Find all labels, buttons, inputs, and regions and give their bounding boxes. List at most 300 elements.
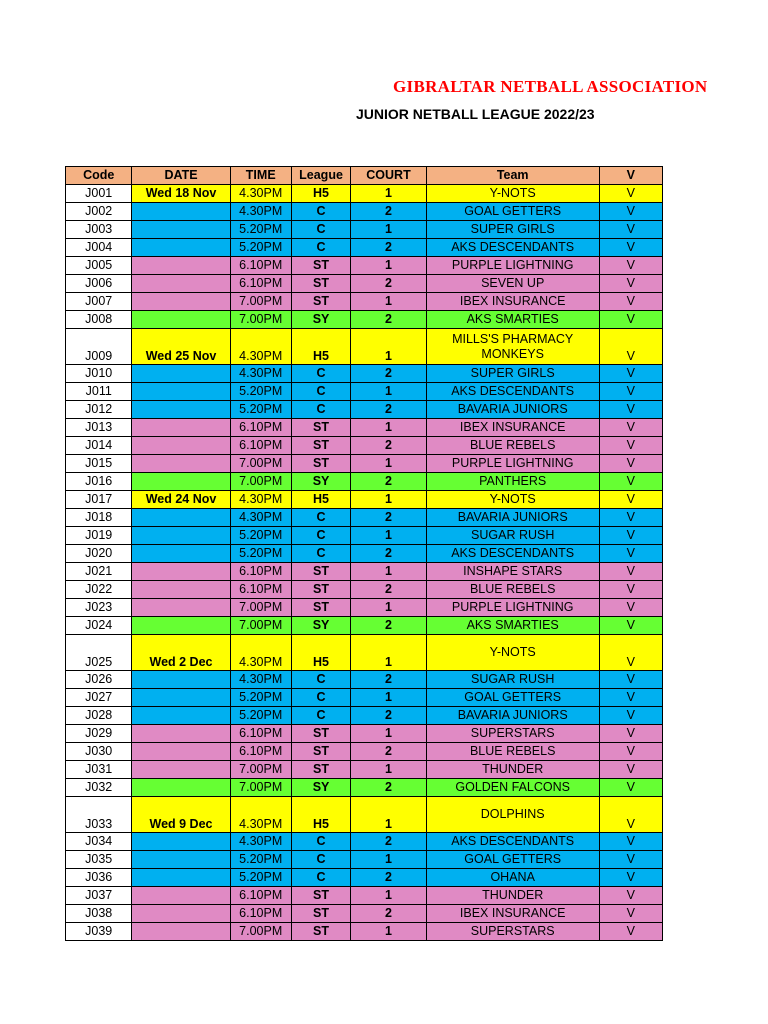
- cell-time: 5.20PM: [230, 689, 291, 707]
- cell-code: J039: [66, 923, 132, 941]
- cell-v: V: [599, 707, 662, 725]
- table-row: [66, 257, 663, 275]
- cell-code: J016: [66, 473, 132, 491]
- cell-league: H5: [291, 635, 350, 671]
- cell-court: 2: [351, 779, 427, 797]
- cell-date: [132, 239, 230, 257]
- cell-team: GOAL GETTERS: [426, 689, 599, 707]
- cell-team: DOLPHINS: [426, 797, 599, 833]
- cell-v: V: [599, 851, 662, 869]
- cell-time: 4.30PM: [230, 329, 291, 365]
- table-row: [66, 635, 663, 671]
- cell-code: J006: [66, 275, 132, 293]
- cell-date: [132, 419, 230, 437]
- cell-court: 1: [351, 725, 427, 743]
- cell-v: V: [599, 779, 662, 797]
- cell-v: V: [599, 383, 662, 401]
- cell-date: [132, 599, 230, 617]
- cell-time: 4.30PM: [230, 365, 291, 383]
- cell-court: 1: [351, 599, 427, 617]
- cell-league: C: [291, 689, 350, 707]
- cell-court: 1: [351, 761, 427, 779]
- cell-court: 2: [351, 203, 427, 221]
- cell-time: 4.30PM: [230, 491, 291, 509]
- cell-court: 2: [351, 545, 427, 563]
- cell-league: ST: [291, 725, 350, 743]
- table-row: [66, 275, 663, 293]
- fixtures-body: [66, 185, 663, 941]
- cell-team: GOAL GETTERS: [426, 851, 599, 869]
- cell-v: V: [599, 455, 662, 473]
- cell-date: [132, 887, 230, 905]
- cell-time: 5.20PM: [230, 869, 291, 887]
- cell-team: BLUE REBELS: [426, 581, 599, 599]
- table-row: [66, 491, 663, 509]
- cell-v: V: [599, 617, 662, 635]
- cell-v: V: [599, 185, 662, 203]
- cell-code: J004: [66, 239, 132, 257]
- cell-v: V: [599, 293, 662, 311]
- cell-league: SY: [291, 779, 350, 797]
- cell-time: 4.30PM: [230, 833, 291, 851]
- cell-team: IBEX INSURANCE: [426, 419, 599, 437]
- cell-v: V: [599, 599, 662, 617]
- cell-league: ST: [291, 419, 350, 437]
- header-time: TIME: [230, 167, 291, 185]
- cell-team: Y-NOTS: [426, 635, 599, 671]
- cell-code: J019: [66, 527, 132, 545]
- cell-time: 5.20PM: [230, 221, 291, 239]
- cell-league: C: [291, 221, 350, 239]
- table-row: [66, 707, 663, 725]
- cell-league: ST: [291, 293, 350, 311]
- cell-time: 7.00PM: [230, 473, 291, 491]
- cell-team: IBEX INSURANCE: [426, 905, 599, 923]
- cell-team: AKS SMARTIES: [426, 617, 599, 635]
- cell-league: ST: [291, 563, 350, 581]
- table-row: [66, 563, 663, 581]
- cell-league: C: [291, 851, 350, 869]
- cell-code: J014: [66, 437, 132, 455]
- cell-league: C: [291, 365, 350, 383]
- cell-code: J015: [66, 455, 132, 473]
- cell-v: V: [599, 401, 662, 419]
- cell-league: C: [291, 671, 350, 689]
- cell-league: C: [291, 239, 350, 257]
- cell-v: V: [599, 797, 662, 833]
- table-row: [66, 743, 663, 761]
- header-date: DATE: [132, 167, 230, 185]
- cell-court: 1: [351, 527, 427, 545]
- cell-v: V: [599, 689, 662, 707]
- table-row: [66, 833, 663, 851]
- cell-court: 2: [351, 581, 427, 599]
- cell-team: AKS DESCENDANTS: [426, 383, 599, 401]
- cell-code: J032: [66, 779, 132, 797]
- cell-date: [132, 221, 230, 239]
- cell-court: 2: [351, 707, 427, 725]
- cell-v: V: [599, 671, 662, 689]
- table-row: [66, 761, 663, 779]
- cell-code: J017: [66, 491, 132, 509]
- cell-date: Wed 25 Nov: [132, 329, 230, 365]
- cell-team: Y-NOTS: [426, 491, 599, 509]
- table-row: [66, 905, 663, 923]
- cell-code: J005: [66, 257, 132, 275]
- cell-league: H5: [291, 491, 350, 509]
- cell-code: J021: [66, 563, 132, 581]
- cell-league: C: [291, 527, 350, 545]
- cell-code: J018: [66, 509, 132, 527]
- table-row: [66, 239, 663, 257]
- table-row: [66, 329, 663, 365]
- cell-time: 6.10PM: [230, 887, 291, 905]
- cell-v: V: [599, 869, 662, 887]
- cell-v: V: [599, 923, 662, 941]
- cell-time: 7.00PM: [230, 923, 291, 941]
- cell-court: 2: [351, 743, 427, 761]
- cell-league: C: [291, 833, 350, 851]
- cell-v: V: [599, 527, 662, 545]
- header-v: V: [599, 167, 662, 185]
- cell-date: [132, 743, 230, 761]
- cell-date: [132, 257, 230, 275]
- cell-team: SUGAR RUSH: [426, 671, 599, 689]
- cell-time: 7.00PM: [230, 599, 291, 617]
- cell-league: H5: [291, 185, 350, 203]
- table-row: [66, 203, 663, 221]
- table-row: [66, 797, 663, 833]
- cell-code: J033: [66, 797, 132, 833]
- cell-league: ST: [291, 599, 350, 617]
- cell-date: [132, 905, 230, 923]
- cell-court: 2: [351, 869, 427, 887]
- cell-time: 4.30PM: [230, 635, 291, 671]
- cell-court: 1: [351, 185, 427, 203]
- cell-v: V: [599, 491, 662, 509]
- cell-v: V: [599, 833, 662, 851]
- cell-team: THUNDER: [426, 887, 599, 905]
- cell-date: [132, 761, 230, 779]
- table-row: [66, 923, 663, 941]
- cell-v: V: [599, 635, 662, 671]
- cell-court: 2: [351, 473, 427, 491]
- cell-team: THUNDER: [426, 761, 599, 779]
- cell-code: J007: [66, 293, 132, 311]
- cell-court: 2: [351, 905, 427, 923]
- cell-court: 1: [351, 635, 427, 671]
- cell-court: 2: [351, 833, 427, 851]
- cell-court: 1: [351, 923, 427, 941]
- cell-court: 1: [351, 257, 427, 275]
- cell-code: J009: [66, 329, 132, 365]
- cell-v: V: [599, 239, 662, 257]
- cell-date: [132, 311, 230, 329]
- cell-league: SY: [291, 473, 350, 491]
- cell-time: 6.10PM: [230, 437, 291, 455]
- cell-league: C: [291, 869, 350, 887]
- cell-code: J030: [66, 743, 132, 761]
- table-row: [66, 617, 663, 635]
- cell-code: J002: [66, 203, 132, 221]
- cell-court: 1: [351, 887, 427, 905]
- table-row: [66, 401, 663, 419]
- table-row: [66, 419, 663, 437]
- cell-court: 2: [351, 401, 427, 419]
- table-row: [66, 851, 663, 869]
- cell-date: [132, 545, 230, 563]
- cell-team: PURPLE LIGHTNING: [426, 257, 599, 275]
- cell-v: V: [599, 761, 662, 779]
- cell-code: J001: [66, 185, 132, 203]
- document-title: GIBRALTAR NETBALL ASSOCIATION: [393, 77, 708, 96]
- cell-court: 1: [351, 491, 427, 509]
- table-row: [66, 545, 663, 563]
- cell-time: 4.30PM: [230, 185, 291, 203]
- cell-time: 4.30PM: [230, 509, 291, 527]
- table-row: [66, 725, 663, 743]
- cell-v: V: [599, 275, 662, 293]
- cell-court: 2: [351, 509, 427, 527]
- cell-code: J012: [66, 401, 132, 419]
- cell-team: GOLDEN FALCONS: [426, 779, 599, 797]
- cell-team: BAVARIA JUNIORS: [426, 509, 599, 527]
- cell-time: 6.10PM: [230, 725, 291, 743]
- table-row: [66, 509, 663, 527]
- cell-court: 1: [351, 329, 427, 365]
- cell-date: Wed 2 Dec: [132, 635, 230, 671]
- table-row: [66, 365, 663, 383]
- header-league: League: [291, 167, 350, 185]
- cell-court: 1: [351, 455, 427, 473]
- cell-date: Wed 9 Dec: [132, 797, 230, 833]
- cell-league: ST: [291, 905, 350, 923]
- cell-league: C: [291, 401, 350, 419]
- cell-date: [132, 707, 230, 725]
- cell-time: 7.00PM: [230, 779, 291, 797]
- cell-v: V: [599, 905, 662, 923]
- table-row: [66, 599, 663, 617]
- cell-time: 6.10PM: [230, 743, 291, 761]
- cell-v: V: [599, 419, 662, 437]
- cell-date: [132, 923, 230, 941]
- cell-league: H5: [291, 797, 350, 833]
- cell-v: V: [599, 203, 662, 221]
- cell-v: V: [599, 887, 662, 905]
- cell-v: V: [599, 725, 662, 743]
- cell-team: PANTHERS: [426, 473, 599, 491]
- table-row: [66, 221, 663, 239]
- table-row: [66, 689, 663, 707]
- cell-league: ST: [291, 761, 350, 779]
- cell-code: J008: [66, 311, 132, 329]
- table-row: [66, 311, 663, 329]
- cell-league: ST: [291, 437, 350, 455]
- cell-v: V: [599, 257, 662, 275]
- header-team: Team: [426, 167, 599, 185]
- cell-time: 5.20PM: [230, 239, 291, 257]
- cell-code: J025: [66, 635, 132, 671]
- cell-code: J027: [66, 689, 132, 707]
- cell-team: IBEX INSURANCE: [426, 293, 599, 311]
- cell-time: 6.10PM: [230, 275, 291, 293]
- table-row: [66, 581, 663, 599]
- cell-date: [132, 275, 230, 293]
- cell-date: [132, 365, 230, 383]
- cell-time: 5.20PM: [230, 707, 291, 725]
- cell-code: J023: [66, 599, 132, 617]
- cell-court: 2: [351, 275, 427, 293]
- cell-time: 6.10PM: [230, 419, 291, 437]
- cell-team: GOAL GETTERS: [426, 203, 599, 221]
- cell-time: 4.30PM: [230, 797, 291, 833]
- cell-v: V: [599, 545, 662, 563]
- cell-team: AKS DESCENDANTS: [426, 239, 599, 257]
- cell-date: [132, 509, 230, 527]
- cell-date: [132, 779, 230, 797]
- cell-team: BAVARIA JUNIORS: [426, 707, 599, 725]
- header-code: Code: [66, 167, 132, 185]
- cell-team: AKS DESCENDANTS: [426, 833, 599, 851]
- cell-court: 2: [351, 617, 427, 635]
- cell-team: MILLS'S PHARMACY MONKEYS: [426, 329, 599, 365]
- cell-v: V: [599, 311, 662, 329]
- cell-date: [132, 437, 230, 455]
- cell-team: PURPLE LIGHTNING: [426, 455, 599, 473]
- cell-team: Y-NOTS: [426, 185, 599, 203]
- cell-court: 2: [351, 437, 427, 455]
- header-court: COURT: [351, 167, 427, 185]
- cell-time: 5.20PM: [230, 527, 291, 545]
- cell-v: V: [599, 329, 662, 365]
- table-row: [66, 527, 663, 545]
- cell-league: H5: [291, 329, 350, 365]
- cell-league: ST: [291, 257, 350, 275]
- cell-court: 1: [351, 383, 427, 401]
- cell-v: V: [599, 743, 662, 761]
- cell-date: [132, 725, 230, 743]
- cell-code: J035: [66, 851, 132, 869]
- cell-code: J026: [66, 671, 132, 689]
- cell-court: 1: [351, 221, 427, 239]
- cell-time: 6.10PM: [230, 563, 291, 581]
- cell-code: J036: [66, 869, 132, 887]
- cell-team: SUPERSTARS: [426, 923, 599, 941]
- cell-code: J034: [66, 833, 132, 851]
- cell-league: C: [291, 545, 350, 563]
- cell-date: [132, 203, 230, 221]
- cell-team: SUPER GIRLS: [426, 365, 599, 383]
- cell-court: 2: [351, 311, 427, 329]
- cell-league: C: [291, 707, 350, 725]
- cell-time: 7.00PM: [230, 617, 291, 635]
- cell-team: SUPERSTARS: [426, 725, 599, 743]
- cell-league: ST: [291, 275, 350, 293]
- cell-league: C: [291, 383, 350, 401]
- cell-league: C: [291, 509, 350, 527]
- cell-date: [132, 869, 230, 887]
- cell-date: [132, 581, 230, 599]
- cell-time: 7.00PM: [230, 311, 291, 329]
- table-row: [66, 185, 663, 203]
- cell-court: 1: [351, 293, 427, 311]
- cell-time: 5.20PM: [230, 851, 291, 869]
- cell-league: ST: [291, 455, 350, 473]
- cell-date: [132, 293, 230, 311]
- cell-league: ST: [291, 887, 350, 905]
- cell-team: AKS SMARTIES: [426, 311, 599, 329]
- cell-team: OHANA: [426, 869, 599, 887]
- cell-date: Wed 24 Nov: [132, 491, 230, 509]
- cell-date: [132, 473, 230, 491]
- cell-v: V: [599, 509, 662, 527]
- table-row: [66, 887, 663, 905]
- table-row: [66, 455, 663, 473]
- cell-code: J010: [66, 365, 132, 383]
- cell-league: C: [291, 203, 350, 221]
- cell-team: BAVARIA JUNIORS: [426, 401, 599, 419]
- table-row: [66, 437, 663, 455]
- cell-date: [132, 617, 230, 635]
- cell-time: 7.00PM: [230, 761, 291, 779]
- cell-league: ST: [291, 581, 350, 599]
- cell-v: V: [599, 581, 662, 599]
- cell-team: BLUE REBELS: [426, 743, 599, 761]
- cell-code: J024: [66, 617, 132, 635]
- cell-team: BLUE REBELS: [426, 437, 599, 455]
- cell-code: J020: [66, 545, 132, 563]
- cell-code: J003: [66, 221, 132, 239]
- cell-team: SUGAR RUSH: [426, 527, 599, 545]
- cell-v: V: [599, 563, 662, 581]
- cell-court: 1: [351, 419, 427, 437]
- cell-code: J022: [66, 581, 132, 599]
- cell-court: 1: [351, 689, 427, 707]
- cell-date: [132, 689, 230, 707]
- cell-team: PURPLE LIGHTNING: [426, 599, 599, 617]
- cell-v: V: [599, 221, 662, 239]
- cell-time: 7.00PM: [230, 455, 291, 473]
- cell-date: [132, 563, 230, 581]
- cell-team: SEVEN UP: [426, 275, 599, 293]
- cell-time: 4.30PM: [230, 671, 291, 689]
- cell-court: 2: [351, 239, 427, 257]
- cell-league: SY: [291, 311, 350, 329]
- cell-code: J029: [66, 725, 132, 743]
- cell-team: INSHAPE STARS: [426, 563, 599, 581]
- cell-court: 2: [351, 671, 427, 689]
- table-row: [66, 383, 663, 401]
- cell-date: [132, 851, 230, 869]
- cell-date: [132, 401, 230, 419]
- cell-code: J011: [66, 383, 132, 401]
- league-subtitle: JUNIOR NETBALL LEAGUE 2022/23: [356, 106, 595, 122]
- cell-court: 1: [351, 563, 427, 581]
- cell-date: [132, 527, 230, 545]
- cell-team: SUPER GIRLS: [426, 221, 599, 239]
- table-row: [66, 779, 663, 797]
- cell-code: J028: [66, 707, 132, 725]
- cell-code: J037: [66, 887, 132, 905]
- table-row: [66, 293, 663, 311]
- table-row: [66, 473, 663, 491]
- cell-code: J013: [66, 419, 132, 437]
- cell-code: J031: [66, 761, 132, 779]
- cell-time: 5.20PM: [230, 401, 291, 419]
- cell-league: SY: [291, 617, 350, 635]
- cell-time: 6.10PM: [230, 905, 291, 923]
- table-row: [66, 869, 663, 887]
